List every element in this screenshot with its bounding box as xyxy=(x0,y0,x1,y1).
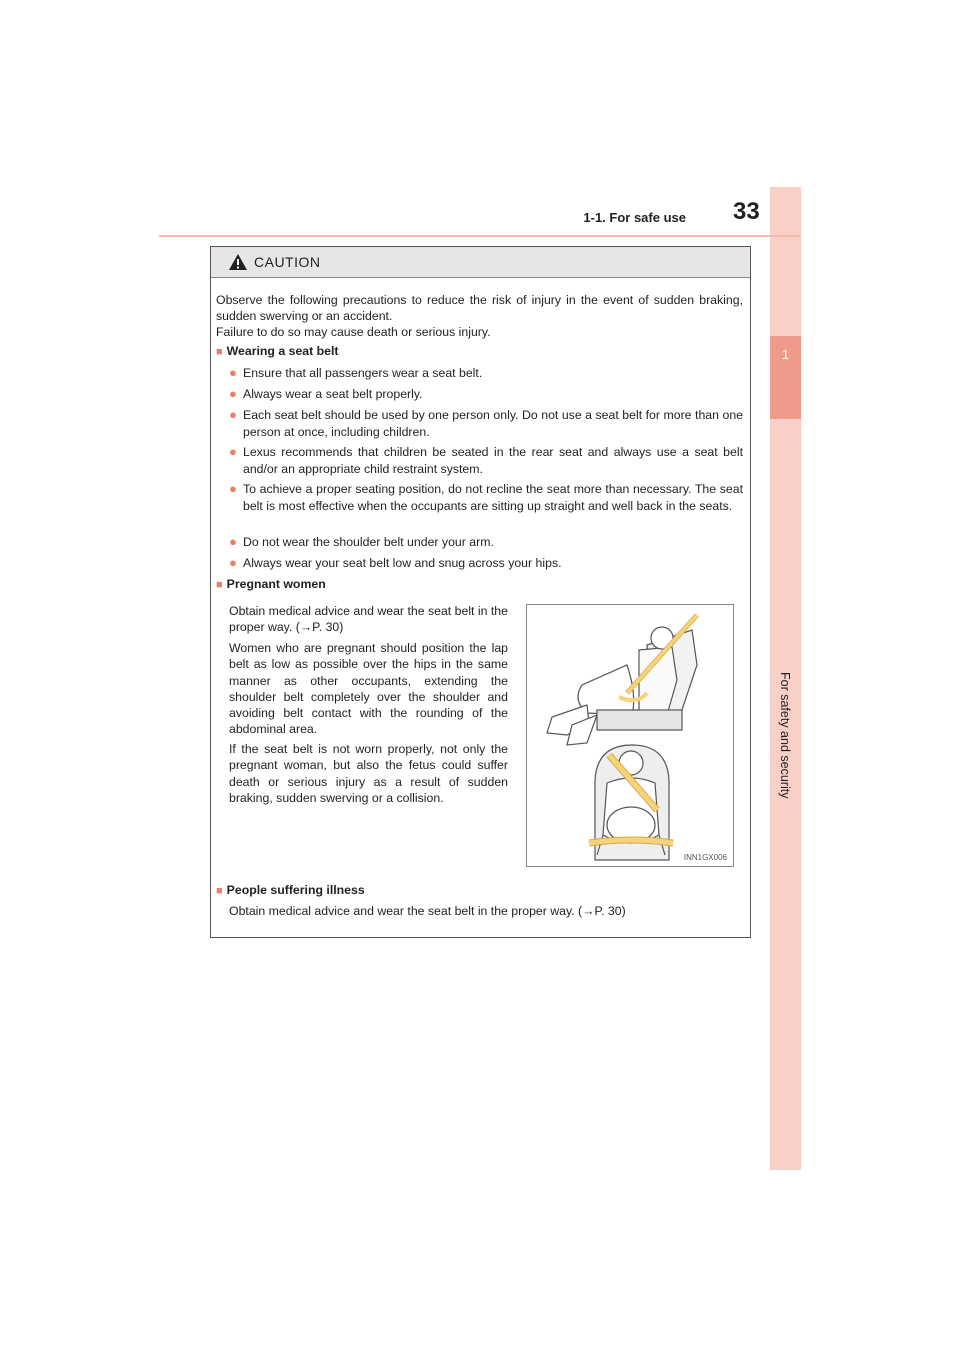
list-item-text: To achieve a proper seating position, do not recline the seat more than necessary. The seat belt is most effective when the occupants are sitting up straight and well back in the seats. xyxy=(243,482,743,513)
paragraph: Obtain medical advice and wear the seat belt in the proper way. (→P. 30) xyxy=(229,604,508,635)
header-divider xyxy=(159,235,800,237)
list-item xyxy=(229,534,743,551)
caution-intro: Observe the following precautions to reduce the risk of injury in the event of sudden braking, sudden swerving or an accident. Failure to do so may cause death or serious injury. xyxy=(216,293,743,339)
circle-bullet-icon: ● xyxy=(229,444,237,459)
square-marker-icon: ■ xyxy=(216,579,223,591)
circle-bullet-icon: ● xyxy=(229,365,237,380)
list-item-text: Always wear a seat belt properly. xyxy=(243,387,423,401)
seat-belt-illustration xyxy=(526,604,734,867)
circle-bullet-icon: ● xyxy=(229,481,237,496)
list-item xyxy=(229,407,743,440)
list-item xyxy=(229,386,743,403)
chapter-number: 1 xyxy=(781,347,790,362)
page-number: 33 xyxy=(733,198,760,225)
section-heading-illness xyxy=(216,883,365,897)
circle-bullet-icon: ● xyxy=(229,407,237,422)
paragraph: Obtain medical advice and wear the seat belt in the proper way. (→P. 30) xyxy=(229,904,626,918)
list-item-text: Ensure that all passengers wear a seat belt. xyxy=(243,366,483,380)
list-item-text: Each seat belt should be used by one person only. Do not use a seat belt for more than one person at once, including children. xyxy=(243,408,743,439)
circle-bullet-icon: ● xyxy=(229,534,237,549)
pregnant-seatbelt-drawing xyxy=(527,605,733,866)
paragraph: If the seat belt is not worn properly, not only the pregnant woman, but also the fetus could suffer death or serious injury as a result of sudden braking, sudden swerving or a collision. xyxy=(229,742,508,805)
caution-box xyxy=(210,246,751,938)
caution-header xyxy=(211,247,750,278)
list-item-text: Do not wear the shoulder belt under your arm. xyxy=(243,535,494,549)
square-marker-icon: ■ xyxy=(216,346,223,358)
circle-bullet-icon: ● xyxy=(229,386,237,401)
list-item xyxy=(229,481,743,514)
square-marker-icon: ■ xyxy=(216,885,223,897)
list-item xyxy=(229,555,743,572)
section-heading-seat-belt xyxy=(216,344,339,358)
figure-code: INN1GX006 xyxy=(683,853,727,862)
circle-bullet-icon: ● xyxy=(229,555,237,570)
paragraph: Women who are pregnant should position the lap belt as low as possible over the hips in the same manner as other occupants, extending the shoulder belt completely over the shoulder and avoiding belt contact with the rounding of the abdominal area. xyxy=(229,641,508,737)
section-heading-text: People suffering illness xyxy=(226,883,365,897)
list-item xyxy=(229,365,743,382)
warning-triangle-icon xyxy=(228,253,248,271)
caution-title: CAUTION xyxy=(254,254,321,270)
list-item xyxy=(229,444,743,477)
section-heading-text: Wearing a seat belt xyxy=(226,344,339,358)
chapter-title: For safety and security xyxy=(778,672,792,799)
list-item-text: Always wear your seat belt low and snug across your hips. xyxy=(243,556,562,570)
section-heading-text: Pregnant women xyxy=(226,577,326,591)
section-title: 1-1. For safe use xyxy=(583,210,686,225)
section-heading-pregnant xyxy=(216,577,326,591)
list-item-text: Lexus recommends that children be seated in the rear seat and always use a seat belt and/or an appropriate child restraint system. xyxy=(243,445,743,476)
